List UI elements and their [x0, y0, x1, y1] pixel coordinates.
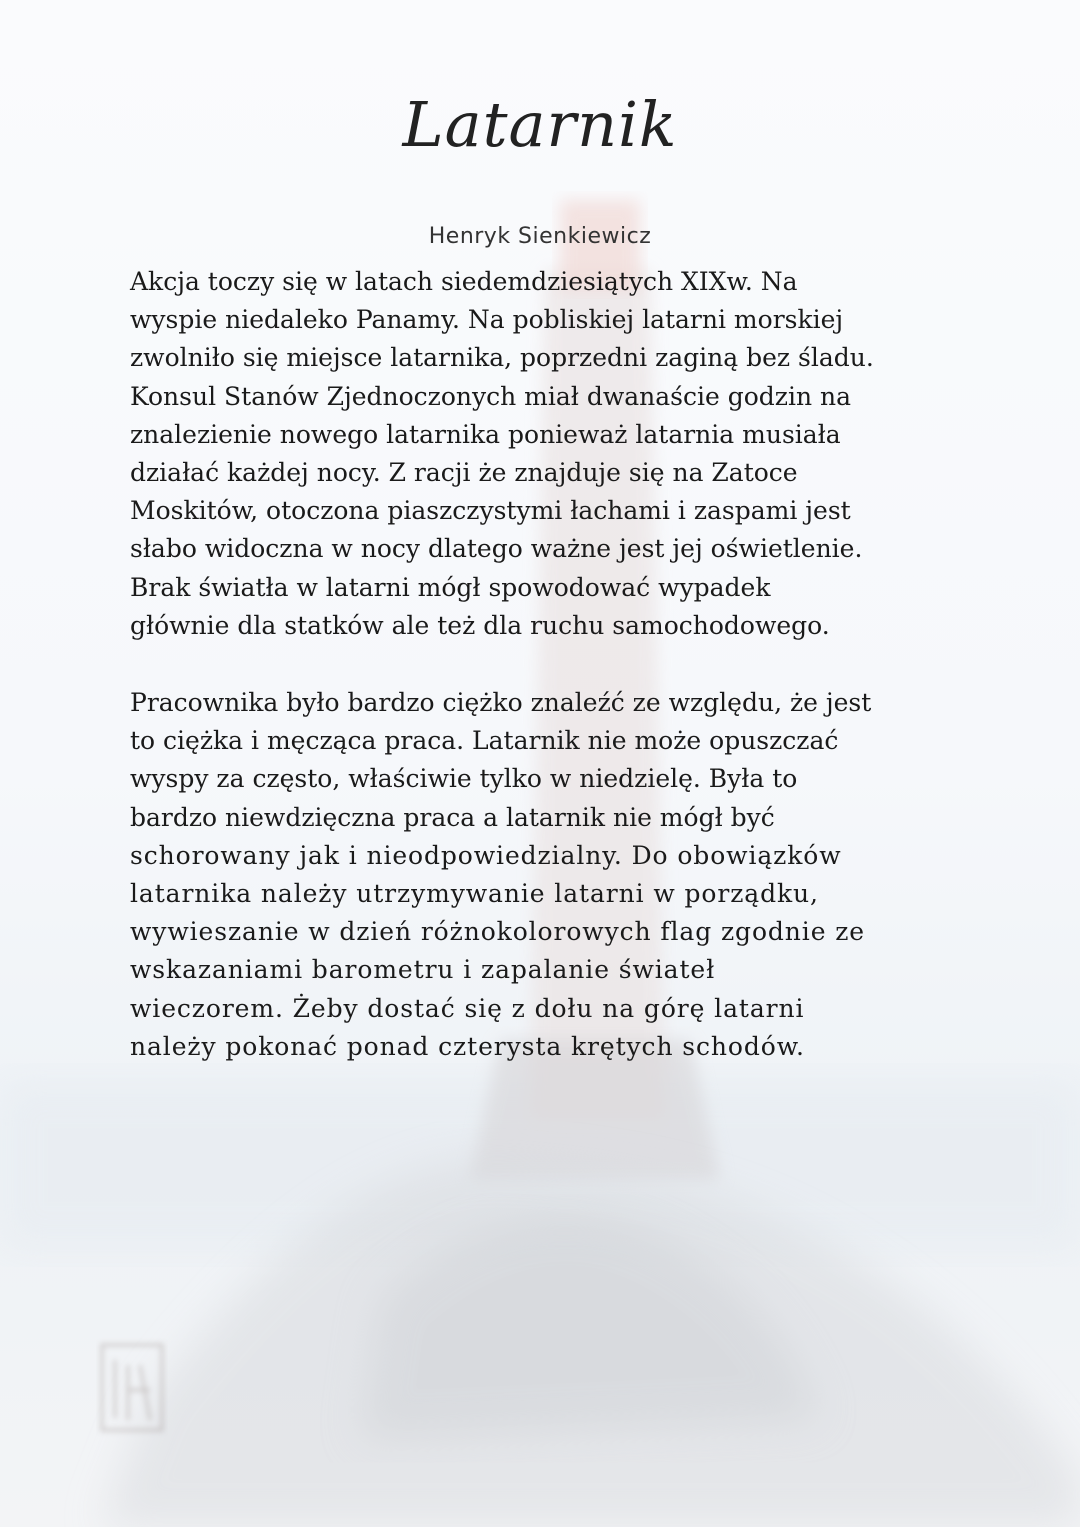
paragraph-2 — [130, 684, 970, 1066]
text-line: działać każdej nocy. Z racji że znajduje się na Zatoce — [130, 457, 798, 487]
text-line: Pracownika było bardzo ciężko znaleźć ze względu, że jest — [130, 688, 872, 717]
text-line: schorowany jak i nieodpowiedzialny. Do obowiązków — [130, 840, 842, 870]
text-line: zwolniło się miejsce latarnika, poprzedni zaginą bez śladu. — [130, 343, 874, 373]
text-line: Moskitów, otoczona piaszczystymi łachami i zaspami jest — [130, 496, 851, 526]
text-line: wyspy za często, właściwie tylko w niedzielę. Była to — [130, 764, 798, 794]
text-line: bardzo niewdzięczna praca a latarnik nie mógł być — [130, 802, 775, 832]
text-line: wskazaniami barometru i zapalanie świateł — [130, 955, 716, 985]
text-line: Brak światła w latarni mógł spowodować wypadek — [130, 572, 771, 602]
text-line: znalezienie nowego latarnika ponieważ latarnia musiała — [130, 419, 841, 449]
text-line: latarnika należy utrzymywanie latarni w porządku, — [130, 878, 819, 908]
document-author: Henryk Sienkiewicz — [428, 224, 652, 249]
text-line: Akcja toczy się w latach siedemdziesiątych XIXw. Na — [130, 267, 798, 296]
text-line: Konsul Stanów Zjednoczonych miał dwanaście godzin na — [130, 381, 851, 411]
text-line: to ciężka i męcząca praca. Latarnik nie może opuszczać — [130, 726, 839, 756]
text-line: należy pokonać ponad czterysta krętych schodów. — [130, 1031, 805, 1061]
text-line: głównie dla statków ale też dla ruchu samochodowego. — [130, 610, 830, 640]
text-line: wieczorem. Żeby dostać się z dołu na górę latarni — [130, 993, 805, 1023]
paragraph-1 — [130, 263, 970, 645]
text-line: wywieszanie w dzień różnokolorowych flag zgodnie ze — [130, 917, 865, 947]
document-title: Latarnik — [402, 88, 678, 161]
text-line: słabo widoczna w nocy dlatego ważne jest jej oświetlenie. — [130, 534, 863, 564]
text-line: wyspie niedaleko Panamy. Na pobliskiej latarni morskiej — [130, 305, 844, 335]
